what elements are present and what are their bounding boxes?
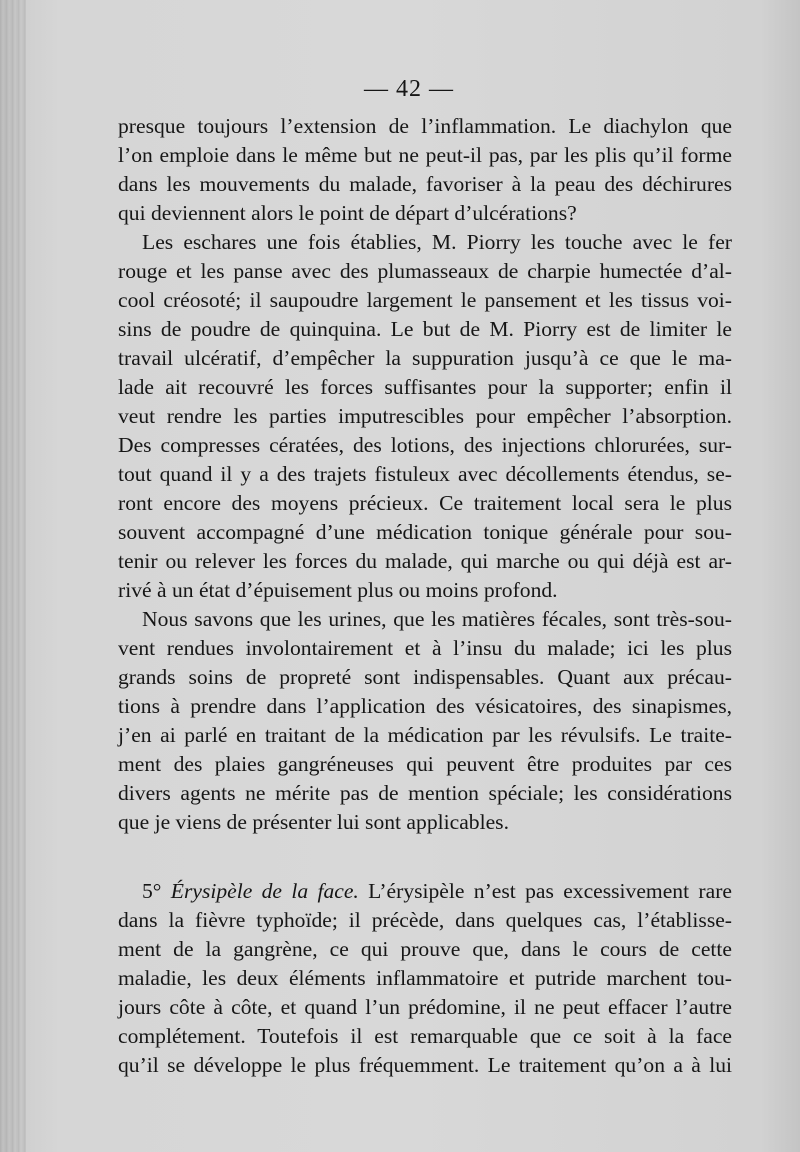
text-line: j’en ai parlé en traitant de la médication par les révulsifs. Le traite- bbox=[118, 723, 732, 747]
paragraph-1 bbox=[118, 112, 732, 228]
text-line: veut rendre les parties imputrescibles pour empêcher l’absorption. bbox=[118, 404, 732, 428]
text-line: complétement. Toutefois il est remarquable que ce soit à la face bbox=[118, 1024, 732, 1048]
text-line: tout quand il y a des trajets fistuleux avec décollements étendus, se- bbox=[118, 462, 732, 486]
text-line: Les eschares une fois établies, M. Piorry les touche avec le fer bbox=[142, 230, 732, 254]
text-line: sins de poudre de quinquina. Le but de M. Piorry est de limiter le bbox=[118, 317, 732, 341]
text-line: divers agents ne mérite pas de mention spéciale; les considérations bbox=[118, 781, 732, 805]
section-heading: Érysipèle de la face. bbox=[170, 879, 359, 903]
text-line: vent rendues involontairement et à l’insu du malade; ici les plus bbox=[118, 636, 732, 660]
text-line: souvent accompagné d’une médication tonique générale pour sou- bbox=[118, 520, 732, 544]
text-line: cool créosoté; il saupoudre largement le pansement et les tissus voi- bbox=[118, 288, 732, 312]
text-line: tenir ou relever les forces du malade, qui marche ou qui déjà est ar- bbox=[118, 549, 732, 573]
text-line: l’on emploie dans le même but ne peut-il pas, par les plis qu’il forme bbox=[118, 143, 732, 167]
text-line: rouge et les panse avec des plumasseaux de charpie humectée d’al- bbox=[118, 259, 732, 283]
text-line: rivé à un état d’épuisement plus ou moins profond. bbox=[118, 578, 558, 602]
text-line: ment de la gangrène, ce qui prouve que, dans le cours de cette bbox=[118, 937, 732, 961]
text-line: lade ait recouvré les forces suffisantes pour la supporter; enfin il bbox=[118, 375, 732, 399]
text-line: dans la fièvre typhoïde; il précède, dans quelques cas, l’établisse- bbox=[118, 908, 732, 932]
text-line: Nous savons que les urines, que les matières fécales, sont très-sou- bbox=[142, 607, 732, 631]
binding-edge bbox=[0, 0, 26, 1152]
text-line: presque toujours l’extension de l’inflammation. Le diachylon que bbox=[118, 114, 732, 138]
text-line: grands soins de propreté sont indispensables. Quant aux précau- bbox=[118, 665, 732, 689]
text-line: jours côte à côte, et quand l’un prédomine, il ne peut effacer l’autre bbox=[118, 995, 732, 1019]
text-line-rest: L’érysipèle n’est pas excessivement rare bbox=[368, 879, 732, 903]
text-line: Des compresses cératées, des lotions, des injections chlorurées, sur- bbox=[118, 433, 732, 457]
section-gap bbox=[118, 837, 732, 877]
text-line: maladie, les deux éléments inflammatoire et putride marchent tou- bbox=[118, 966, 732, 990]
text-line: ront encore des moyens précieux. Ce traitement local sera le plus bbox=[118, 491, 732, 515]
text-line: qu’il se développe le plus fréquemment. Le traitement qu’on a à lui bbox=[118, 1053, 732, 1077]
section-number: 5° bbox=[142, 879, 162, 903]
text-line: tions à prendre dans l’application des vésicatoires, des sinapismes, bbox=[118, 694, 732, 718]
paragraph-4 bbox=[118, 877, 732, 1080]
paragraph-2 bbox=[118, 228, 732, 605]
text-line: qui deviennent alors le point de départ d’ulcérations? bbox=[118, 201, 577, 225]
body-text bbox=[118, 112, 732, 1080]
text-line: ment des plaies gangréneuses qui peuvent être produites par ces bbox=[118, 752, 732, 776]
text-line: que je viens de présenter lui sont applicables. bbox=[118, 810, 509, 834]
text-line: dans les mouvements du malade, favoriser à la peau des déchirures bbox=[118, 172, 732, 196]
section-heading-line bbox=[118, 877, 732, 906]
page-number: — 42 — bbox=[364, 76, 454, 102]
paragraph-3 bbox=[118, 605, 732, 837]
text-line: travail ulcératif, d’empêcher la suppuration jusqu’à ce que le ma- bbox=[118, 346, 732, 370]
